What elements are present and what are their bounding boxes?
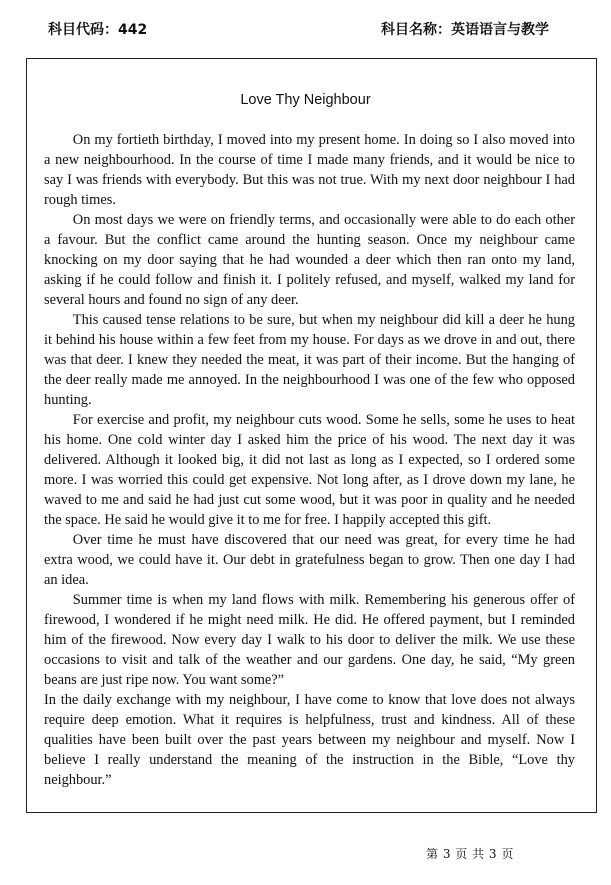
passage-body <box>44 130 575 790</box>
subject-name: 科目名称：英语语言与教学 <box>381 22 549 38</box>
subject-code: 科目代码：442 <box>48 22 148 38</box>
paragraph-4: For exercise and profit, my neighbour cuts wood. Some he sells, some he uses to heat his home. One cold winter day I asked him the price of his wood. The next day it was delivered. Although it looked big, it did not last as long as I expected, so I ordered some more. I was worried this could get expensive. Not long after, as I drove down my lane, he waved to me and said he had just cut some wood, but it was poor in quality and he needed the space. He said he would give it to me for free. I happily accepted this gift. <box>44 412 575 528</box>
passage-title: Love Thy Neighbour <box>240 92 371 108</box>
exam-header <box>40 16 571 42</box>
paragraph-2: On most days we were on friendly terms, and occasionally were able to do each other a favour. But the conflict came around the hunting season. Once my neighbour came knocking on my door saying that he had wounded a deer which then ran onto my land, asking if he could follow and finish it. I politely refused, and myself, walked my land for several hours and found no sign of any deer. <box>44 212 575 308</box>
paragraph-7: In the daily exchange with my neighbour, I have come to know that love does not always require deep emotion. What it requires is helpfulness, trust and kindness. All of these qualities have been built over the past years between my neighbour and myself. Now I believe I really understand the meaning of the instruction in the Bible, “Love thy neighbour.” <box>44 692 575 788</box>
paragraph-5: Over time he must have discovered that our need was great, for every time he had extra wood, we could have it. Our debt in gratefulness began to grow. Then one day I had an idea. <box>44 532 575 588</box>
paragraph-6: Summer time is when my land flows with milk. Remembering his generous offer of firewood, I wondered if he might need milk. He did. He offered payment, but I reminded him of the firewood. Now every day I walk to his door to deliver the milk. We use these occasions to visit and talk of the weather and our gardens. One day, he said, “My green beans are just ripe now. You want some?” <box>44 592 575 688</box>
page-number: 第 3 页 共 3 页 <box>426 847 514 861</box>
paragraph-1: On my fortieth birthday, I moved into my present home. In doing so I also moved into a new neighbourhood. In the course of time I made many friends, and it would be nice to say I was friends with everybody. But this was not true. With my next door neighbour I had rough times. <box>44 132 575 208</box>
paragraph-3: This caused tense relations to be sure, but when my neighbour did kill a deer he hung it behind his house within a few feet from my house. For days as we drove in and out, there was that deer. I knew they needed the meat, it was part of their income. But the hanging of the deer really made me annoyed. In the neighbourhood I was one of the few who opposed hunting. <box>44 312 575 408</box>
